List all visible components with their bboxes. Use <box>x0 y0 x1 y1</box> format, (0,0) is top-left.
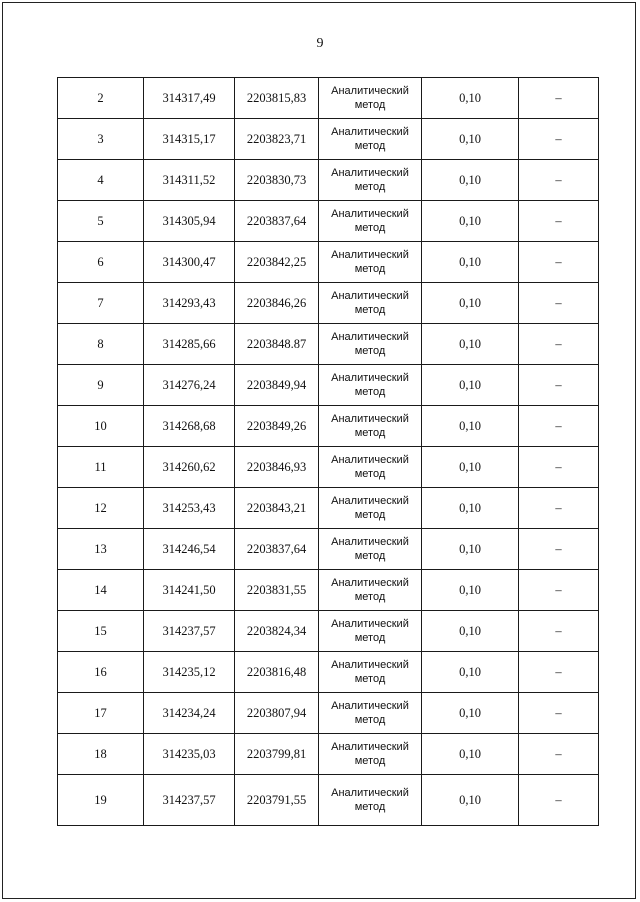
x-coordinate-cell: 314305,94 <box>144 201 235 242</box>
method-text-line: Аналитический <box>331 249 409 261</box>
point-number-cell: 11 <box>58 447 144 488</box>
method-text-line: метод <box>354 673 386 685</box>
method-text-line: метод <box>354 801 386 813</box>
note-cell: – <box>519 324 599 365</box>
table-row <box>58 734 599 775</box>
point-number-cell: 18 <box>58 734 144 775</box>
x-coordinate-cell: 314285,66 <box>144 324 235 365</box>
table-row <box>58 611 599 652</box>
method-cell <box>319 365 422 406</box>
y-coordinate-cell: 2203846,93 <box>235 447 319 488</box>
x-coordinate-cell: 314315,17 <box>144 119 235 160</box>
note-cell: – <box>519 78 599 119</box>
method-text-line: Аналитический <box>331 454 409 466</box>
note-cell: – <box>519 201 599 242</box>
point-number-cell: 7 <box>58 283 144 324</box>
x-coordinate-cell: 314253,43 <box>144 488 235 529</box>
method-text-line: метод <box>354 591 386 603</box>
note-cell: – <box>519 488 599 529</box>
method-cell <box>319 119 422 160</box>
method-text-line: Аналитический <box>331 700 409 712</box>
accuracy-cell: 0,10 <box>422 324 519 365</box>
note-cell: – <box>519 283 599 324</box>
x-coordinate-cell: 314311,52 <box>144 160 235 201</box>
note-cell: – <box>519 160 599 201</box>
method-text-line: Аналитический <box>331 372 409 384</box>
x-coordinate-cell: 314237,57 <box>144 611 235 652</box>
note-cell: – <box>519 652 599 693</box>
y-coordinate-cell: 2203799,81 <box>235 734 319 775</box>
point-number-cell: 2 <box>58 78 144 119</box>
x-coordinate-cell: 314317,49 <box>144 78 235 119</box>
x-coordinate-cell: 314241,50 <box>144 570 235 611</box>
x-coordinate-cell: 314235,03 <box>144 734 235 775</box>
y-coordinate-cell: 2203848.87 <box>235 324 319 365</box>
x-coordinate-cell: 314276,24 <box>144 365 235 406</box>
accuracy-cell: 0,10 <box>422 160 519 201</box>
note-cell: – <box>519 406 599 447</box>
table-row <box>58 78 599 119</box>
method-text-line: метод <box>354 263 386 275</box>
method-text-line: Аналитический <box>331 577 409 589</box>
y-coordinate-cell: 2203837,64 <box>235 529 319 570</box>
method-text-line: Аналитический <box>331 208 409 220</box>
x-coordinate-cell: 314300,47 <box>144 242 235 283</box>
method-text-line: Аналитический <box>331 331 409 343</box>
table-row <box>58 365 599 406</box>
y-coordinate-cell: 2203807,94 <box>235 693 319 734</box>
point-number-cell: 17 <box>58 693 144 734</box>
table-row <box>58 283 599 324</box>
method-text-line: метод <box>354 345 386 357</box>
note-cell: – <box>519 775 599 826</box>
method-cell <box>319 324 422 365</box>
table-row <box>58 242 599 283</box>
method-text-line: Аналитический <box>331 126 409 138</box>
x-coordinate-cell: 314268,68 <box>144 406 235 447</box>
table-row <box>58 488 599 529</box>
table-body <box>58 78 599 826</box>
method-text-line: Аналитический <box>331 290 409 302</box>
accuracy-cell: 0,10 <box>422 242 519 283</box>
point-number-cell: 9 <box>58 365 144 406</box>
table-row <box>58 201 599 242</box>
method-cell <box>319 78 422 119</box>
point-number-cell: 16 <box>58 652 144 693</box>
method-text-line: метод <box>354 755 386 767</box>
note-cell: – <box>519 611 599 652</box>
x-coordinate-cell: 314237,57 <box>144 775 235 826</box>
method-cell <box>319 611 422 652</box>
y-coordinate-cell: 2203831,55 <box>235 570 319 611</box>
method-text-line: метод <box>354 427 386 439</box>
note-cell: – <box>519 529 599 570</box>
accuracy-cell: 0,10 <box>422 734 519 775</box>
method-text-line: Аналитический <box>331 167 409 179</box>
method-text-line: Аналитический <box>331 85 409 97</box>
accuracy-cell: 0,10 <box>422 529 519 570</box>
y-coordinate-cell: 2203823,71 <box>235 119 319 160</box>
table-row <box>58 775 599 826</box>
note-cell: – <box>519 734 599 775</box>
x-coordinate-cell: 314293,43 <box>144 283 235 324</box>
note-cell: – <box>519 447 599 488</box>
note-cell: – <box>519 365 599 406</box>
page-number: 9 <box>316 36 324 51</box>
point-number-cell: 15 <box>58 611 144 652</box>
accuracy-cell: 0,10 <box>422 570 519 611</box>
accuracy-cell: 0,10 <box>422 406 519 447</box>
y-coordinate-cell: 2203824,34 <box>235 611 319 652</box>
point-number-cell: 14 <box>58 570 144 611</box>
method-text-line: Аналитический <box>331 618 409 630</box>
point-number-cell: 10 <box>58 406 144 447</box>
method-text-line: метод <box>354 140 386 152</box>
table-row <box>58 652 599 693</box>
method-cell <box>319 529 422 570</box>
accuracy-cell: 0,10 <box>422 119 519 160</box>
coordinates-table <box>57 77 599 826</box>
note-cell: – <box>519 693 599 734</box>
x-coordinate-cell: 314235,12 <box>144 652 235 693</box>
y-coordinate-cell: 2203830,73 <box>235 160 319 201</box>
method-cell <box>319 488 422 529</box>
method-cell <box>319 652 422 693</box>
table-row <box>58 693 599 734</box>
method-text-line: метод <box>354 386 386 398</box>
y-coordinate-cell: 2203846,26 <box>235 283 319 324</box>
method-text-line: метод <box>354 181 386 193</box>
y-coordinate-cell: 2203791,55 <box>235 775 319 826</box>
point-number-cell: 3 <box>58 119 144 160</box>
method-text-line: метод <box>354 714 386 726</box>
note-cell: – <box>519 242 599 283</box>
y-coordinate-cell: 2203837,64 <box>235 201 319 242</box>
method-text-line: Аналитический <box>331 787 409 799</box>
y-coordinate-cell: 2203843,21 <box>235 488 319 529</box>
y-coordinate-cell: 2203816,48 <box>235 652 319 693</box>
method-cell <box>319 693 422 734</box>
table-row <box>58 324 599 365</box>
method-cell <box>319 734 422 775</box>
y-coordinate-cell: 2203815,83 <box>235 78 319 119</box>
method-cell <box>319 447 422 488</box>
point-number-cell: 4 <box>58 160 144 201</box>
x-coordinate-cell: 314246,54 <box>144 529 235 570</box>
method-text-line: Аналитический <box>331 536 409 548</box>
method-cell <box>319 201 422 242</box>
method-cell <box>319 283 422 324</box>
method-cell <box>319 775 422 826</box>
table-row <box>58 570 599 611</box>
accuracy-cell: 0,10 <box>422 283 519 324</box>
accuracy-cell: 0,10 <box>422 201 519 242</box>
method-text-line: метод <box>354 509 386 521</box>
accuracy-cell: 0,10 <box>422 78 519 119</box>
method-text-line: Аналитический <box>331 741 409 753</box>
note-cell: – <box>519 119 599 160</box>
method-text-line: метод <box>354 304 386 316</box>
accuracy-cell: 0,10 <box>422 775 519 826</box>
y-coordinate-cell: 2203849,26 <box>235 406 319 447</box>
accuracy-cell: 0,10 <box>422 652 519 693</box>
method-cell <box>319 406 422 447</box>
accuracy-cell: 0,10 <box>422 611 519 652</box>
x-coordinate-cell: 314260,62 <box>144 447 235 488</box>
table-row <box>58 529 599 570</box>
accuracy-cell: 0,10 <box>422 365 519 406</box>
accuracy-cell: 0,10 <box>422 447 519 488</box>
method-text-line: Аналитический <box>331 659 409 671</box>
method-text-line: Аналитический <box>331 413 409 425</box>
point-number-cell: 8 <box>58 324 144 365</box>
method-text-line: метод <box>354 99 386 111</box>
table-row <box>58 160 599 201</box>
method-text-line: метод <box>354 632 386 644</box>
method-cell <box>319 160 422 201</box>
point-number-cell: 12 <box>58 488 144 529</box>
note-cell: – <box>519 570 599 611</box>
method-cell <box>319 242 422 283</box>
table-row <box>58 119 599 160</box>
table-row <box>58 406 599 447</box>
method-text-line: метод <box>354 550 386 562</box>
method-cell <box>319 570 422 611</box>
x-coordinate-cell: 314234,24 <box>144 693 235 734</box>
accuracy-cell: 0,10 <box>422 693 519 734</box>
method-text-line: метод <box>354 222 386 234</box>
method-text-line: Аналитический <box>331 495 409 507</box>
accuracy-cell: 0,10 <box>422 488 519 529</box>
y-coordinate-cell: 2203842,25 <box>235 242 319 283</box>
point-number-cell: 19 <box>58 775 144 826</box>
y-coordinate-cell: 2203849,94 <box>235 365 319 406</box>
method-text-line: метод <box>354 468 386 480</box>
point-number-cell: 6 <box>58 242 144 283</box>
point-number-cell: 13 <box>58 529 144 570</box>
point-number-cell: 5 <box>58 201 144 242</box>
table-row <box>58 447 599 488</box>
